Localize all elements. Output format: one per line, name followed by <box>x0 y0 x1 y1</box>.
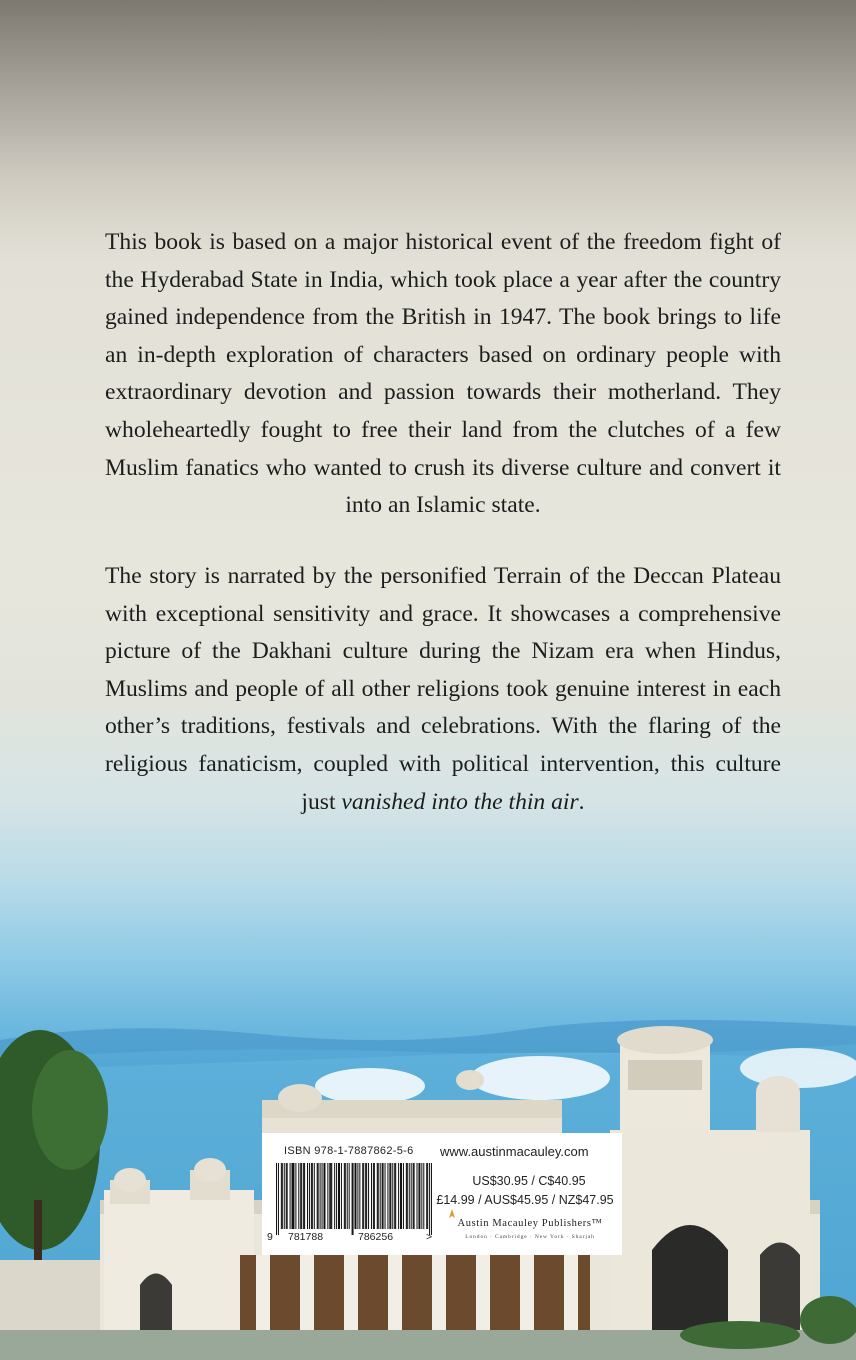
barcode-bar <box>329 1163 330 1229</box>
barcode-bar <box>293 1163 294 1229</box>
barcode-bar <box>378 1163 379 1229</box>
barcode-bar <box>287 1163 288 1229</box>
blurb-paragraph-1: This book is based on a major historical event of the freedom fight of the Hyderabad State in India, which took place a year after the country gained independence from the British in 1947. The book brings to life an in-depth exploration of characters based on ordinary people with extraordinary devotion and passion towards their motherland. They wholeheartedly fought to free their land from the clutches of a few Muslim fanatics who wanted to crush its diverse culture and convert it into an Islamic state. <box>105 229 781 519</box>
barcode-bar <box>312 1163 313 1229</box>
barcode-bar <box>423 1163 424 1229</box>
barcode-bar <box>357 1163 358 1229</box>
price-line-2: £14.99 / AUS$45.95 / NZ$47.95 <box>436 1193 614 1207</box>
barcode-bar <box>365 1163 366 1229</box>
barcode-bar <box>282 1163 283 1229</box>
barcode-bar <box>377 1163 378 1229</box>
barcode-bar <box>395 1163 396 1229</box>
barcode-bar <box>336 1163 337 1229</box>
barcode-bar <box>295 1163 296 1229</box>
barcode-bar <box>303 1163 304 1229</box>
barcode-bar <box>353 1163 354 1235</box>
barcode-bar <box>394 1163 395 1229</box>
barcode-bar <box>334 1163 335 1229</box>
barcode-bar <box>362 1163 363 1229</box>
barcode-bar <box>290 1163 291 1229</box>
barcode-digits-right: 786256 <box>358 1231 394 1243</box>
publisher-logo-icon <box>448 1209 456 1219</box>
isbn-number: ISBN 978-1-7887862-5-6 <box>284 1145 414 1157</box>
price-line-1: US$30.95 / C$40.95 <box>472 1174 586 1188</box>
blurb-paragraph-2-end: . <box>578 788 585 815</box>
barcode-bar <box>380 1163 381 1229</box>
barcode-bar <box>331 1163 332 1229</box>
barcode-bar <box>352 1163 353 1235</box>
barcode-digits-left: 781788 <box>288 1231 324 1243</box>
blurb-italic-phrase: vanished into the thin air <box>341 788 579 815</box>
barcode-bar <box>344 1163 345 1229</box>
barcode-bar <box>339 1163 340 1229</box>
barcode-bar <box>406 1163 407 1229</box>
barcode-bar <box>355 1163 356 1229</box>
barcode-bar <box>398 1163 399 1229</box>
barcode-bar <box>330 1163 331 1229</box>
barcode-bar <box>311 1163 312 1229</box>
barcode-bar <box>300 1163 301 1229</box>
barcode-bar <box>292 1163 293 1229</box>
barcode-bar <box>411 1163 412 1229</box>
barcode-bar <box>320 1163 321 1229</box>
blurb-paragraph-2 <box>105 558 781 821</box>
barcode-bar <box>276 1163 277 1235</box>
barcode-digit-prefix: 9 <box>267 1231 273 1243</box>
barcode-bar <box>371 1163 372 1229</box>
barcode-bars <box>276 1163 432 1235</box>
barcode-bar <box>284 1163 285 1229</box>
barcode-bar <box>359 1163 360 1229</box>
barcode-bar <box>392 1163 393 1229</box>
barcode-bar <box>347 1163 348 1229</box>
barcode-bar <box>292 1163 293 1229</box>
barcode-bar <box>278 1163 279 1235</box>
barcode-bar <box>327 1163 328 1229</box>
barcode-bar <box>309 1163 310 1229</box>
barcode-bar <box>341 1163 342 1229</box>
publisher-url: www.austinmacauley.com <box>440 1144 589 1159</box>
barcode-bar <box>385 1163 386 1229</box>
barcode-bar <box>390 1163 391 1229</box>
barcode-bar <box>389 1163 390 1229</box>
barcode-bar <box>401 1163 402 1229</box>
barcode-bar <box>354 1163 355 1229</box>
barcode-digit-marker: > <box>426 1231 433 1243</box>
barcode-bar <box>363 1163 364 1229</box>
barcode-bar <box>317 1163 318 1229</box>
barcode-bar <box>400 1163 401 1229</box>
barcode-bar <box>409 1163 410 1229</box>
barcode-bar <box>314 1163 315 1229</box>
barcode-bar <box>324 1163 325 1229</box>
blurb-paragraph-2-text: The story is narrated by the personified Terrain of the Deccan Plateau with exceptional sensitivity and grace. It showcases a comprehensive picture of the Dakhani culture during the Nizam era when Hindus, Muslims and people of all other religions took genuine interest in each other’s traditions, festivals and celebrations. With the flaring of the religious fanaticism, coupled with political intervention, this culture just <box>105 563 781 815</box>
barcode-bar <box>403 1163 404 1229</box>
barcode-bar <box>304 1163 305 1229</box>
barcode-bar <box>383 1163 384 1229</box>
barcode-bar <box>382 1163 383 1229</box>
barcode-bar <box>318 1163 319 1229</box>
barcode-bar <box>426 1163 427 1229</box>
publisher-name: Austin Macauley Publishers™ <box>457 1218 603 1229</box>
barcode-bar <box>349 1163 350 1229</box>
barcode-bar <box>407 1163 408 1229</box>
barcode-bar <box>374 1163 375 1229</box>
barcode-bar <box>418 1163 419 1229</box>
barcode-label <box>262 1133 622 1255</box>
barcode-bar <box>301 1163 302 1229</box>
barcode-bar <box>298 1163 299 1229</box>
barcode-bar <box>345 1163 346 1229</box>
barcode-bar <box>281 1163 282 1229</box>
barcode-bar <box>419 1163 420 1229</box>
barcode-bar <box>373 1163 374 1229</box>
barcode-bar <box>413 1163 414 1229</box>
barcode-bar <box>323 1163 324 1229</box>
barcode-bar <box>322 1163 323 1229</box>
barcode-bar <box>387 1163 388 1229</box>
barcode-bar <box>427 1163 428 1229</box>
barcode-bar <box>421 1163 422 1229</box>
barcode-bar <box>414 1163 415 1229</box>
barcode-bar <box>286 1163 287 1229</box>
barcode-bar <box>338 1163 339 1229</box>
barcode-bar <box>366 1163 367 1229</box>
publisher-cities: London · Cambridge · New York · Sharjah <box>465 1234 595 1240</box>
barcode-bar <box>368 1163 369 1229</box>
barcode-bar <box>417 1163 418 1229</box>
barcode-bar <box>307 1163 308 1229</box>
